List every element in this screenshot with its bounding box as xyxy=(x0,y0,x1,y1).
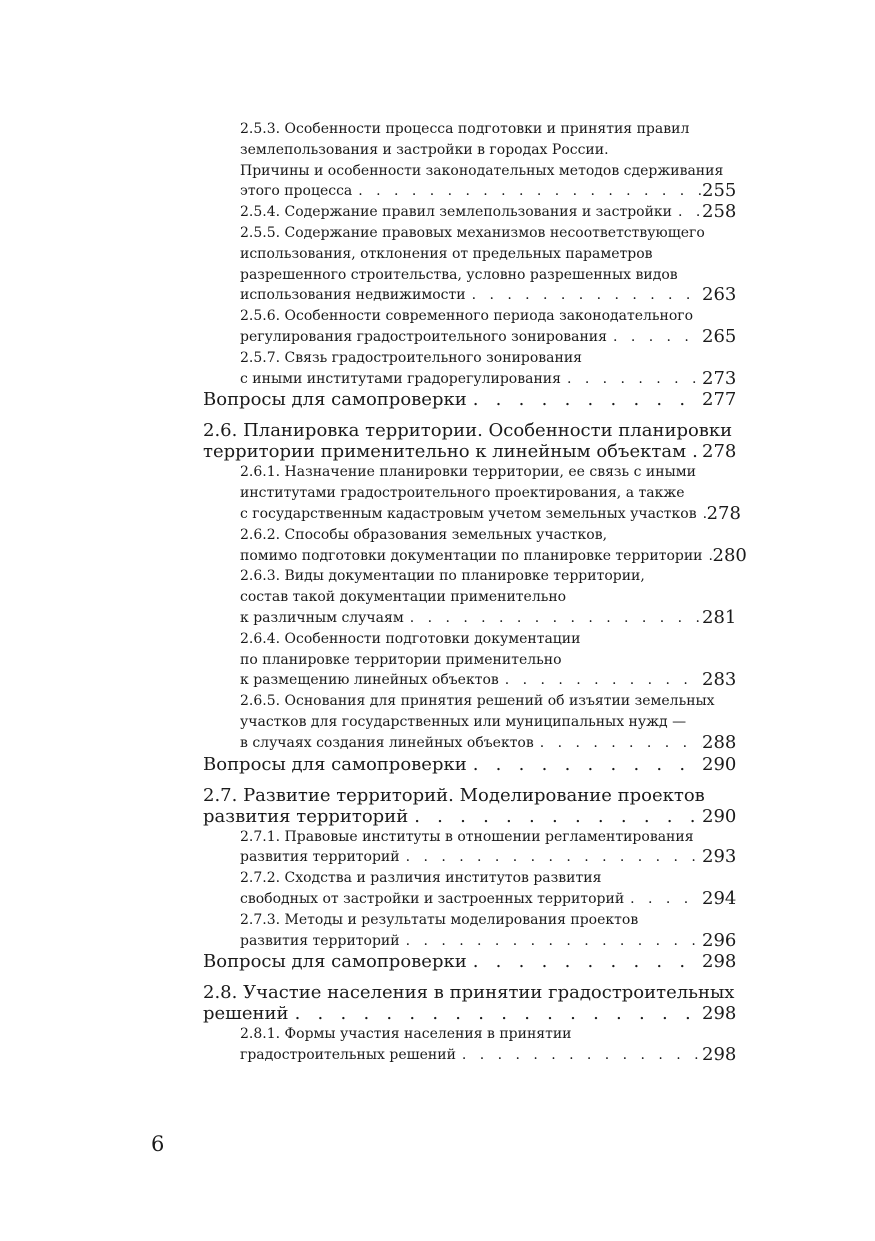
dot-leader xyxy=(672,202,702,223)
toc-entry-line: к различным случаям xyxy=(240,609,404,626)
toc-entry-line: решений xyxy=(203,1003,289,1025)
toc-entry-line: свободных от застройки и застроенных территорий xyxy=(240,890,625,907)
page-number: 294 xyxy=(702,887,737,909)
toc-entry-line: развития территорий xyxy=(240,849,400,866)
toc-entry-line: 2.5.3. Особенности процесса подготовки и принятия правил xyxy=(240,121,690,137)
toc-entry-line: 2.6.5. Основания для принятия решений об изъятии земельных xyxy=(240,693,715,710)
dot-leader xyxy=(404,608,702,629)
dot-leader xyxy=(289,1003,702,1024)
toc-entry-2-5-4[interactable] xyxy=(240,202,736,223)
toc-entry-line: 2.6. Планировка территории. Особенности планировки xyxy=(203,420,733,442)
toc-entry-line: использования недвижимости xyxy=(240,287,466,304)
dot-leader xyxy=(467,951,702,972)
toc-entry-2-6-4[interactable] xyxy=(240,629,736,691)
dot-leader xyxy=(534,733,702,754)
dot-leader xyxy=(467,389,702,410)
page-number: 258 xyxy=(702,201,737,223)
toc-entry-line: Вопросы для самопроверки xyxy=(203,951,467,973)
page-folio: 6 xyxy=(151,1132,165,1156)
toc-entry-line: Вопросы для самопроверки xyxy=(203,389,467,411)
toc-entry-line: Вопросы для самопроверки xyxy=(203,753,467,775)
toc-entry-self-check-2-5[interactable] xyxy=(203,389,736,410)
dot-leader xyxy=(624,889,702,910)
toc-entry-line: в случаях создания линейных объектов xyxy=(240,734,534,751)
page-number: 290 xyxy=(702,753,737,775)
page-number: 293 xyxy=(702,846,737,868)
toc-entry-line: помимо подготовки документации по планировке территории xyxy=(240,547,703,564)
toc-entry-line: разрешенного строительства, условно разрешенных видов xyxy=(240,266,678,283)
toc-entry-line: Причины и особенности законодательных методов сдерживания xyxy=(240,162,724,179)
page-number: 280 xyxy=(712,544,747,566)
toc-entry-2-5-6[interactable] xyxy=(240,306,736,348)
dot-leader xyxy=(607,327,702,348)
toc-entry-line: 2.6.2. Способы образования земельных участков, xyxy=(240,526,608,543)
toc-entry-line: 2.5.6. Особенности современного периода законодательного xyxy=(240,308,694,325)
toc-entry-line: 2.6.4. Особенности подготовки документации xyxy=(240,630,581,647)
page-number: 281 xyxy=(702,606,737,628)
toc-entry-2-5-5[interactable] xyxy=(240,223,736,306)
toc-entry-2-5-7[interactable] xyxy=(240,348,736,390)
toc-entry-line: с иными институтами градорегулирования xyxy=(240,370,561,387)
toc-entry-line: развития территорий xyxy=(203,805,409,827)
dot-leader xyxy=(466,285,702,306)
page-number: 255 xyxy=(702,180,737,202)
dot-leader xyxy=(400,847,702,868)
dot-leader xyxy=(400,931,702,952)
toc-entry-line: 2.8. Участие населения в принятии градостроительных xyxy=(203,982,735,1004)
dot-leader xyxy=(456,1045,702,1066)
toc-entry-line: 2.6.3. Виды документации по планировке территории, xyxy=(240,568,645,585)
toc-entry-line: 2.5.5. Содержание правовых механизмов несоответствующего xyxy=(240,224,705,241)
page-number: 278 xyxy=(702,441,737,463)
toc-entry-2-7-2[interactable] xyxy=(240,868,736,910)
toc-entry-line: 2.7. Развитие территорий. Моделирование проектов xyxy=(203,784,705,806)
dot-leader xyxy=(408,806,702,827)
dot-leader xyxy=(467,754,702,775)
toc-entry-line: 2.7.1. Правовые институты в отношении регламентирования xyxy=(240,828,694,845)
toc-entry-2-7-1[interactable] xyxy=(240,827,736,869)
dot-leader xyxy=(697,504,707,525)
toc-entry-self-check-2-6[interactable] xyxy=(203,754,736,775)
toc-entry-2-5-3[interactable] xyxy=(240,119,736,202)
page-number: 288 xyxy=(702,731,737,753)
page-number: 296 xyxy=(702,929,737,951)
page-number: 263 xyxy=(702,284,737,306)
toc-entry-line: этого процесса xyxy=(240,183,353,200)
toc-entry-line: с государственным кадастровым учетом земельных участков xyxy=(240,505,697,522)
dot-leader xyxy=(499,670,702,691)
page-number: 290 xyxy=(702,805,737,827)
toc-entry-line: использования, отклонения от предельных параметров xyxy=(240,245,653,262)
page-number: 273 xyxy=(702,367,737,389)
toc-entry-line: 2.8.1. Формы участия населения в принятии xyxy=(240,1026,572,1043)
toc-entry-line: по планировке территории применительно xyxy=(240,651,562,668)
toc-entry-line: территории применительно к линейным объектам xyxy=(203,441,687,463)
toc-entry-2-6-2[interactable] xyxy=(240,525,747,567)
toc-entry-line: градостроительных решений xyxy=(240,1047,456,1064)
dot-leader xyxy=(561,369,702,390)
toc-entry-line: институтами градостроительного проектирования, а также xyxy=(240,485,685,502)
table-of-contents xyxy=(0,119,875,1066)
page-number: 298 xyxy=(702,951,737,973)
toc-entry-2-8[interactable] xyxy=(203,982,736,1024)
toc-entry-2-6-1[interactable] xyxy=(240,462,741,524)
dot-leader xyxy=(703,546,713,567)
toc-entry-2-6-5[interactable] xyxy=(240,691,736,753)
toc-entry-line: участков для государственных или муниципальных нужд — xyxy=(240,713,687,730)
page-number: 298 xyxy=(702,1003,737,1025)
page-number: 265 xyxy=(702,325,737,347)
toc-entry-line: к размещению линейных объектов xyxy=(240,672,499,689)
toc-entry-2-7-3[interactable] xyxy=(240,910,736,952)
toc-entry-2-7[interactable] xyxy=(203,785,736,827)
toc-entry-line: 2.7.2. Сходства и различия институтов развития xyxy=(240,870,602,887)
dot-leader xyxy=(686,441,702,462)
toc-entry-line: регулирования градостроительного зонирования xyxy=(240,328,607,345)
toc-entry-2-8-1[interactable] xyxy=(240,1024,736,1066)
toc-entry-line: 2.7.3. Методы и результаты моделирования проектов xyxy=(240,911,639,928)
toc-entry-2-6[interactable] xyxy=(203,420,736,462)
dot-leader xyxy=(352,181,702,202)
toc-entry-line: 2.6.1. Назначение планировки территории, ее связь с иными xyxy=(240,464,696,481)
toc-entry-line: 2.5.7. Связь градостроительного зонирования xyxy=(240,349,583,366)
page-number: 283 xyxy=(702,669,737,691)
toc-entry-line: развития территорий xyxy=(240,932,400,949)
page-number: 298 xyxy=(702,1044,737,1066)
page-number: 277 xyxy=(702,389,737,411)
toc-entry-self-check-2-7[interactable] xyxy=(203,951,736,972)
toc-entry-line: землепользования и застройки в городах России. xyxy=(240,141,609,158)
toc-entry-line: 2.5.4. Содержание правил землепользования и застройки xyxy=(240,204,673,221)
toc-entry-line: состав такой документации применительно xyxy=(240,589,567,606)
page-number: 278 xyxy=(706,502,741,524)
toc-entry-2-6-3[interactable] xyxy=(240,566,736,628)
